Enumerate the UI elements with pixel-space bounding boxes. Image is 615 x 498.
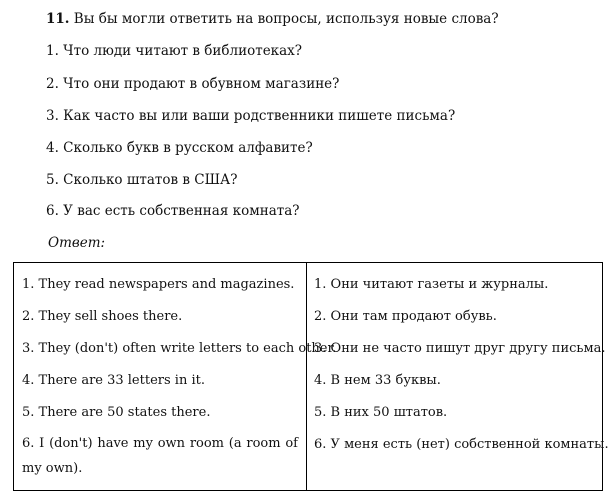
question-2: 2. Что они продают в обувном магазине?: [46, 76, 340, 92]
answer-ru-6: 6. У меня есть (нет) собственной комнаты.: [314, 437, 609, 452]
answer-en-3: 3. They (don't) often write letters to each other.: [22, 341, 337, 356]
question-1: 1. Что люди читают в библиотеках?: [46, 43, 303, 59]
answer-ru-3: 3. Они не часто пишут друг другу письма.: [314, 341, 606, 356]
answer-label: Ответ:: [48, 235, 106, 251]
answer-en-5: 5. There are 50 states there.: [22, 405, 211, 420]
question-6: 6. У вас есть собственная комната?: [46, 203, 300, 219]
task-number: 11.: [46, 11, 70, 27]
column-divider: [306, 263, 307, 490]
answer-en-1: 1. They read newspapers and magazines.: [22, 277, 295, 292]
answer-ru-4: 4. В нем 33 буквы.: [314, 373, 441, 388]
answer-ru-5: 5. В них 50 штатов.: [314, 405, 448, 420]
answer-ru-2: 2. Они там продают обувь.: [314, 309, 497, 324]
task-title-text: Вы бы могли ответить на вопросы, используя новые слова?: [73, 11, 499, 27]
answer-ru-1: 1. Они читают газеты и журналы.: [314, 277, 549, 292]
answer-en-2: 2. They sell shoes there.: [22, 309, 183, 324]
answer-en-6: 6. I (don't) have my own room (a room of my own).: [22, 436, 298, 476]
answers-table: [13, 262, 609, 491]
answer-en-4: 4. There are 33 letters in it.: [22, 373, 205, 388]
question-5: 5. Сколько штатов в США?: [46, 172, 238, 188]
question-4: 4. Сколько букв в русском алфавите?: [46, 140, 313, 156]
task-title: [46, 11, 499, 27]
question-3: 3. Как часто вы или ваши родственники пишете письма?: [46, 108, 456, 124]
